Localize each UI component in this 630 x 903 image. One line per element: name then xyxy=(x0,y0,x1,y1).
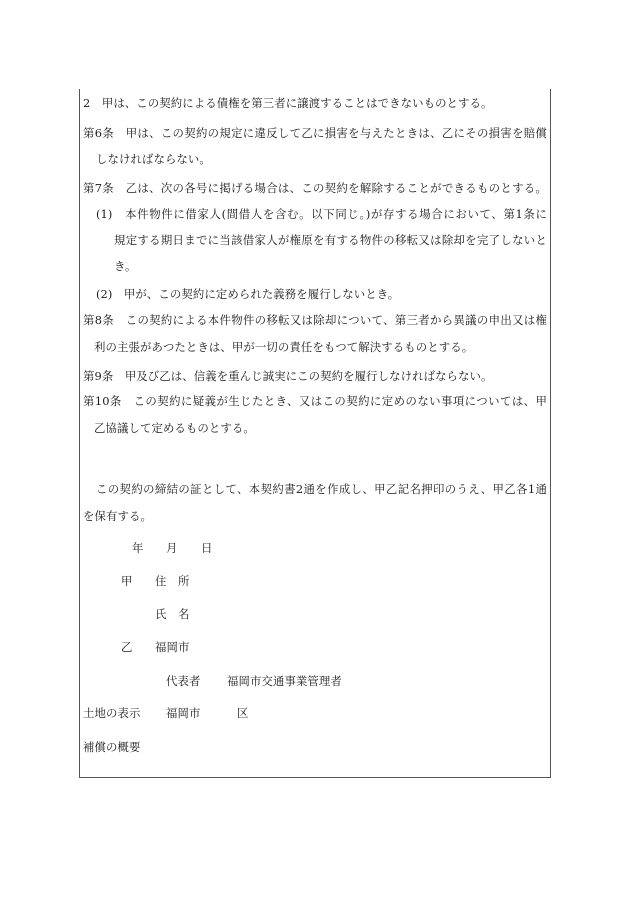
party-a-address-label: 住 所 xyxy=(155,574,190,588)
article-7-line-1: 第7条 乙は、次の各号に掲げる場合は、この契約を解除することができるものとする。 xyxy=(83,181,547,195)
article-7-item-1-line-3: き。 xyxy=(114,259,137,273)
party-b-label: 乙 xyxy=(121,640,133,654)
closing-line-1: この契約の締結の証として、本契約書2通を作成し、甲乙記名押印のうえ、甲乙各1通 xyxy=(96,482,547,496)
date-month: 月 xyxy=(166,541,178,555)
article-7-item-1-line-1: (1) 本件物件に借家人(間借人を含む。以下同じ。)が存する場合において、第1条に xyxy=(96,207,547,221)
land-ward: 区 xyxy=(237,706,249,720)
party-b-rep-title: 福岡市交通事業管理者 xyxy=(227,674,342,688)
article-8-line-1: 第8条 この契約による本件物件の移転又は除却について、第三者から異議の申出又は権 xyxy=(83,313,547,327)
article-8-line-2: 利の主張があつたときは、甲が一切の責任をもつて解決するものとする。 xyxy=(94,340,474,354)
party-a-name-label: 氏 名 xyxy=(155,607,190,621)
land-city: 福岡市 xyxy=(166,706,201,720)
date-year: 年 xyxy=(132,541,144,555)
party-b-rep-label: 代表者 xyxy=(166,674,201,688)
clause-2: 2 甲は、この契約による債権を第三者に譲渡することはできないものとする。 xyxy=(83,96,493,110)
article-10-line-1: 第10条 この契約に疑義が生じたとき、又はこの契約に定めのない事項については、甲 xyxy=(83,394,547,408)
article-7-item-1-line-2: 規定する期日までに当該借家人が権原を有する物件の移転又は除却を完了しないと xyxy=(114,233,547,247)
article-9: 第9条 甲及び乙は、信義を重んじ誠実にこの契約を履行しなければならない。 xyxy=(83,369,493,383)
article-7-item-2: (2) 甲が、この契約に定められた義務を履行しないとき。 xyxy=(96,287,400,301)
date-day: 日 xyxy=(201,541,213,555)
article-6-line-2: しなければならない。 xyxy=(96,152,211,166)
compensation-label: 補償の概要 xyxy=(83,740,141,754)
closing-line-2: を保有する。 xyxy=(83,509,152,523)
article-6-line-1: 第6条 甲は、この契約の規定に違反して乙に損害を与えたときは、乙にその損害を賠償 xyxy=(83,126,547,140)
party-b-name: 福岡市 xyxy=(155,640,190,654)
party-a-label: 甲 xyxy=(121,574,133,588)
article-10-line-2: 乙協議して定めるものとする。 xyxy=(94,421,255,435)
land-label: 土地の表示 xyxy=(83,706,141,720)
